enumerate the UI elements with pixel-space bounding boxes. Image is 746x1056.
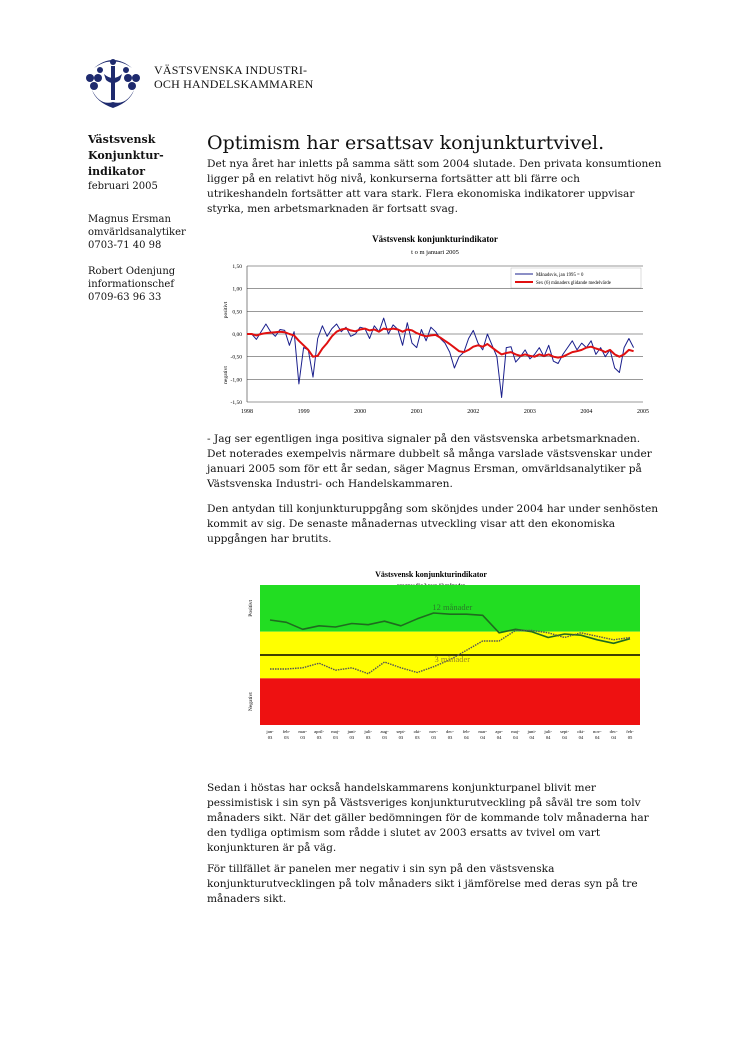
chart2-xtick-year: 03 xyxy=(447,735,453,740)
chart2-zone-negative xyxy=(260,678,640,725)
chart1-ylabel-negative: negativt xyxy=(223,366,229,384)
chart1-xtick-label: 1999 xyxy=(297,409,310,415)
chart2-xtick-label: nov- xyxy=(593,729,602,734)
chart1-xtick-label: 2004 xyxy=(580,409,593,415)
article-paragraph-3: Den antydan till konjunkturuppgång som skönjdes under 2004 har under senhösten kommit av sig. De senaste månadernas utveckling visar att den ekonomiska uppgången har brutits. xyxy=(207,503,659,545)
chart1-ytick-label: -1,00 xyxy=(230,377,242,384)
chart2-xtick-year: 04 xyxy=(578,735,584,740)
contact2-phone: 0709-63 96 33 xyxy=(88,292,162,303)
chart2-xtick-year: 04 xyxy=(562,735,567,740)
chart2-annotation-3-months: 3 månader xyxy=(434,654,471,664)
article-paragraph-4: Sedan i höstas har också handelskammarens konjunkturpanel blivit mer pessimistisk i sin syn på Västsveriges konjunkturutveckling på såväl tre som tolv månaders sikt. När det gäller bedömningen för de kommande tolv månaderna har den tydliga optimism som rådde i slutet av 2003 ersatts av tvivel om vart konjunkturen är på väg. xyxy=(207,782,649,854)
contact1-phone: 0703-71 40 98 xyxy=(88,240,162,251)
chart2-xtick-year: 04 xyxy=(496,735,502,740)
chart2-xtick-year: 03 xyxy=(349,735,355,740)
chart2-xtick-label: mar- xyxy=(298,729,308,734)
chart2-xtick-year: 04 xyxy=(513,735,518,740)
chart2-xtick-year: 03 xyxy=(414,735,420,740)
chart1-legend-label: Sex (6) månaders glidande medelvärde xyxy=(536,281,611,286)
chart2-xtick-label: feb- xyxy=(282,729,291,734)
chart1-ytick-label: -0,50 xyxy=(230,354,242,361)
chart2-xtick-year: 04 xyxy=(611,735,616,740)
contact2-name: Robert Odenjung xyxy=(88,266,176,277)
chart2-xtick-year: 03 xyxy=(333,735,338,740)
org-logo xyxy=(80,50,325,112)
indicator-line-chart xyxy=(215,230,655,415)
sidebar xyxy=(88,132,198,304)
article-paragraph-5: För tillfället är panelen mer negativ i sin syn på den västsvenska konjunkturutvecklingen på tolv månaders sikt i jämförelse med deras syn på tre månaders sikt. xyxy=(207,863,638,905)
chart2-title: Västsvensk konjunkturindikator xyxy=(375,570,487,579)
org-name xyxy=(154,63,313,91)
chart2-xtick-label: feb- xyxy=(626,729,634,734)
chart1-ytick-label: 1,00 xyxy=(232,286,242,293)
chart2-xtick-year: 03 xyxy=(431,735,436,740)
chart2-xtick-label: juli- xyxy=(544,729,553,734)
chart2-xtick-year: 03 xyxy=(300,735,306,740)
chart2-ylabel-negative: Negativt xyxy=(248,692,254,712)
article-paragraph-1: Det nya året har inletts på samma sätt som 2004 slutade. Den privata konsumtionen ligger på en relativt hög nivå, konkurserna fortsätter att bli färre och utrikeshandeln fortsätter att vara stark. Flera ekonomiska indikatorer uppvisar styrka, men arbetsmarknaden är fortsatt svag. xyxy=(207,158,662,215)
chart2-xtick-year: 05 xyxy=(627,735,633,740)
chart2-annotation-12-months: 12 månader xyxy=(432,602,473,613)
chart2-xtick-label: jan- xyxy=(266,729,274,734)
chart2-xtick-label: okt- xyxy=(413,729,421,734)
chart2-xtick-label: dec- xyxy=(609,729,618,734)
publication-title-2: Konjunktur- xyxy=(88,149,164,162)
chart2-xtick-year: 04 xyxy=(464,735,469,740)
chart1-xtick-label: 2005 xyxy=(637,409,649,415)
publication-title-3: indikator xyxy=(88,165,146,178)
chart2-xtick-label: apr- xyxy=(495,729,503,734)
chart1-series-monthly xyxy=(247,318,634,397)
contact1-name: Magnus Ersman xyxy=(88,214,171,225)
chart1-title: Västsvensk konjunkturindikator xyxy=(372,234,498,244)
chart1-xtick-label: 2000 xyxy=(354,409,367,415)
chart1-series-moving-average xyxy=(247,329,634,358)
chart2-xtick-year: 04 xyxy=(529,735,535,740)
chart2-xtick-year: 04 xyxy=(545,735,551,740)
chart2-xtick-label: sept- xyxy=(396,729,406,734)
chart1-ytick-label: -1,50 xyxy=(230,400,242,406)
org-name-line1: VÄSTSVENSKA INDUSTRI- xyxy=(154,63,308,77)
chart2-xtick-year: 03 xyxy=(284,735,289,740)
chart1-ytick-label: 1,50 xyxy=(232,264,242,270)
chart1-ytick-label: 0,50 xyxy=(232,309,242,316)
chart2-xtick-year: 03 xyxy=(398,735,404,740)
chart2-xtick-label: maj- xyxy=(331,729,340,734)
article-headline: Optimism har ersattsav konjunkturtvivel. xyxy=(207,132,605,154)
chart2-xtick-label: juni- xyxy=(347,729,357,734)
chart2-xtick-label: okt- xyxy=(577,729,585,734)
chart2-xtick-year: 03 xyxy=(267,735,273,740)
chart2-xtick-label: feb- xyxy=(462,729,471,734)
chart2-xtick-label: mar- xyxy=(478,729,488,734)
chart2-xtick-label: sept- xyxy=(560,729,570,734)
chart1-ylabel-positive: positivt xyxy=(223,301,229,319)
chart2-ylabel-positive: Positivt xyxy=(248,599,254,617)
chart2-xtick-year: 04 xyxy=(594,735,600,740)
chart1-xtick-label: 1998 xyxy=(241,409,253,415)
contact1-role: omvärldsanalytiker xyxy=(88,227,186,238)
chart2-xtick-year: 04 xyxy=(480,735,486,740)
article-paragraph-2: - Jag ser egentligen inga positiva signaler på den västsvenska arbetsmarknaden. Det noterades exempelvis närmare dubbelt så många varslade västsvenskar under januari 2005 som för ett år sedan, säger Magnus Ersman, omvärldsanalytiker på Västsvenska Industri- och Handelskammaren. xyxy=(207,433,652,490)
chart2-xtick-label: maj- xyxy=(511,729,520,734)
chart2-xtick-label: juni- xyxy=(527,729,537,734)
chamber-emblem-icon xyxy=(80,50,146,112)
chart2-xtick-label: dec- xyxy=(446,729,454,734)
org-name-line2: OCH HANDELSKAMMAREN xyxy=(154,77,314,91)
chart2-xtick-label: juli- xyxy=(364,729,373,734)
publication-title-1: Västsvensk xyxy=(88,133,156,146)
chart2-xtick-label: aug- xyxy=(380,729,389,734)
contact2-role: informationschef xyxy=(88,279,175,290)
chart2-xtick-year: 03 xyxy=(316,735,322,740)
chart1-xtick-label: 2001 xyxy=(410,409,423,415)
chart2-xtick-year: 03 xyxy=(365,735,371,740)
chart1-legend-label: Månadsvis, jan 1995 = 0 xyxy=(536,273,584,278)
chart1-xtick-label: 2002 xyxy=(467,409,480,415)
publication-date: februari 2005 xyxy=(88,181,158,192)
forecast-zone-chart xyxy=(240,565,660,750)
chart2-xtick-year: 03 xyxy=(382,735,387,740)
chart2-xtick-label: april- xyxy=(314,729,325,734)
chart1-subtitle: t o m januari 2005 xyxy=(411,249,459,256)
chart1-ytick-label: 0,00 xyxy=(232,332,242,338)
chart2-xtick-label: nov- xyxy=(429,729,438,734)
chart1-xtick-label: 2003 xyxy=(523,409,536,415)
